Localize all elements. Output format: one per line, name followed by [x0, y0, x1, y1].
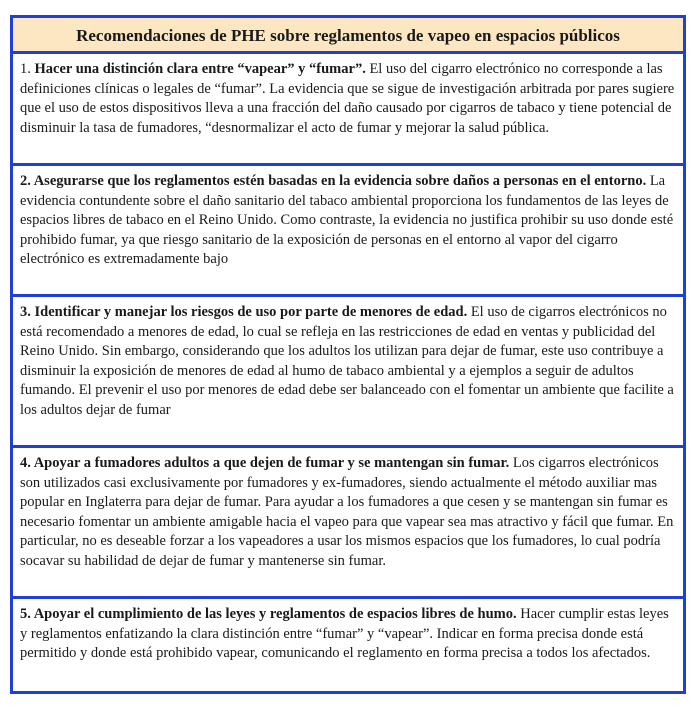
recommendation-2-heading: 2. Asegurarse que los reglamentos estén basadas en la evidencia sobre daños a personas en el entorno.	[20, 173, 647, 189]
recommendation-1-body: El uso del cigarro electrónico no corresponde a las definiciones clínicas o legales de “fumar”. La evidencia que se sigue de investigación arbitrada por pares sugiere que el uso de estos dispositivos lleva a una fracción del daño causado por cigarros de tabaco y tiene potencial de disminuir la tasa de fumadores, “desnormalizar el acto de fumar y mejorar la salud pública.	[20, 61, 675, 136]
recommendation-3-body: El uso de cigarros electrónicos no está recomendado a menores de edad, lo cual se refleja en las restricciones de edad en ventas y publicidad del Reino Unido. Sin embargo, considerando que los adultos los utilizan para dejar de fumar, este uso contribuye a disminuir la exposición de menores de edad al humo de tabaco ambiental y a ejemplos a seguir de adultos fumando. El prevenir el uso por menores de edad debe ser balanceado con el fomentar un ambiente que facilite a los adultos dejar de fumar	[20, 304, 674, 418]
recommendations-table	[10, 15, 686, 694]
recommendation-2	[13, 166, 683, 297]
recommendation-1-number: 1.	[20, 61, 35, 77]
recommendation-5-body: Hacer cumplir estas leyes y reglamentos enfatizando la clara distinción entre “fumar” y “vapear”. Indicar en forma precisa donde está permitido y donde está prohibido vapear, comunicando el reglamento en forma precisa a todos los afectados.	[20, 606, 669, 662]
recommendation-4-body: Los cigarros electrónicos son utilizados casi exclusivamente por fumadores y ex-fumadores, siendo actualmente el método auxiliar mas popular en Inglaterra para dejar de fumar. Para ayudar a los fumadores a que cesen y se mantengan sin fumar es necesario fomentar un ambiente amigable hacia el vapeo para que vapear sea mas atractivo y fácil que fumar. En particular, no es deseable forzar a los vapeadores a usar los mismos espacios que los fumadores, lo cual podría socavar su habilidad de dejar de fumar y mantenerse sin fumar.	[20, 455, 674, 569]
recommendation-2-body: La evidencia contundente sobre el daño sanitario del tabaco ambiental proporciona los fundamentos de las leyes de espacios libres de tabaco en el Reino Unido. Como contraste, la evidencia no justifica prohibir su uso donde esté prohibido fumar, ya que riesgo sanitario de la exposición de personas en el entorno al vapor del cigarro electrónico es extremadamente bajo	[20, 173, 674, 268]
recommendation-1	[13, 54, 683, 166]
recommendation-1-heading: Hacer una distinción clara entre “vapear” y “fumar”.	[34, 61, 366, 77]
recommendation-4	[13, 448, 683, 599]
table-title: Recomendaciones de PHE sobre reglamentos de vapeo en espacios públicos	[13, 18, 683, 54]
recommendation-3	[13, 297, 683, 448]
recommendation-5	[13, 599, 683, 691]
recommendation-4-heading: 4. Apoyar a fumadores adultos a que dejen de fumar y se mantengan sin fumar.	[20, 455, 510, 471]
recommendation-3-heading: 3. Identificar y manejar los riesgos de uso por parte de menores de edad.	[20, 304, 468, 320]
recommendation-5-heading: 5. Apoyar el cumplimiento de las leyes y reglamentos de espacios libres de humo.	[20, 606, 517, 622]
